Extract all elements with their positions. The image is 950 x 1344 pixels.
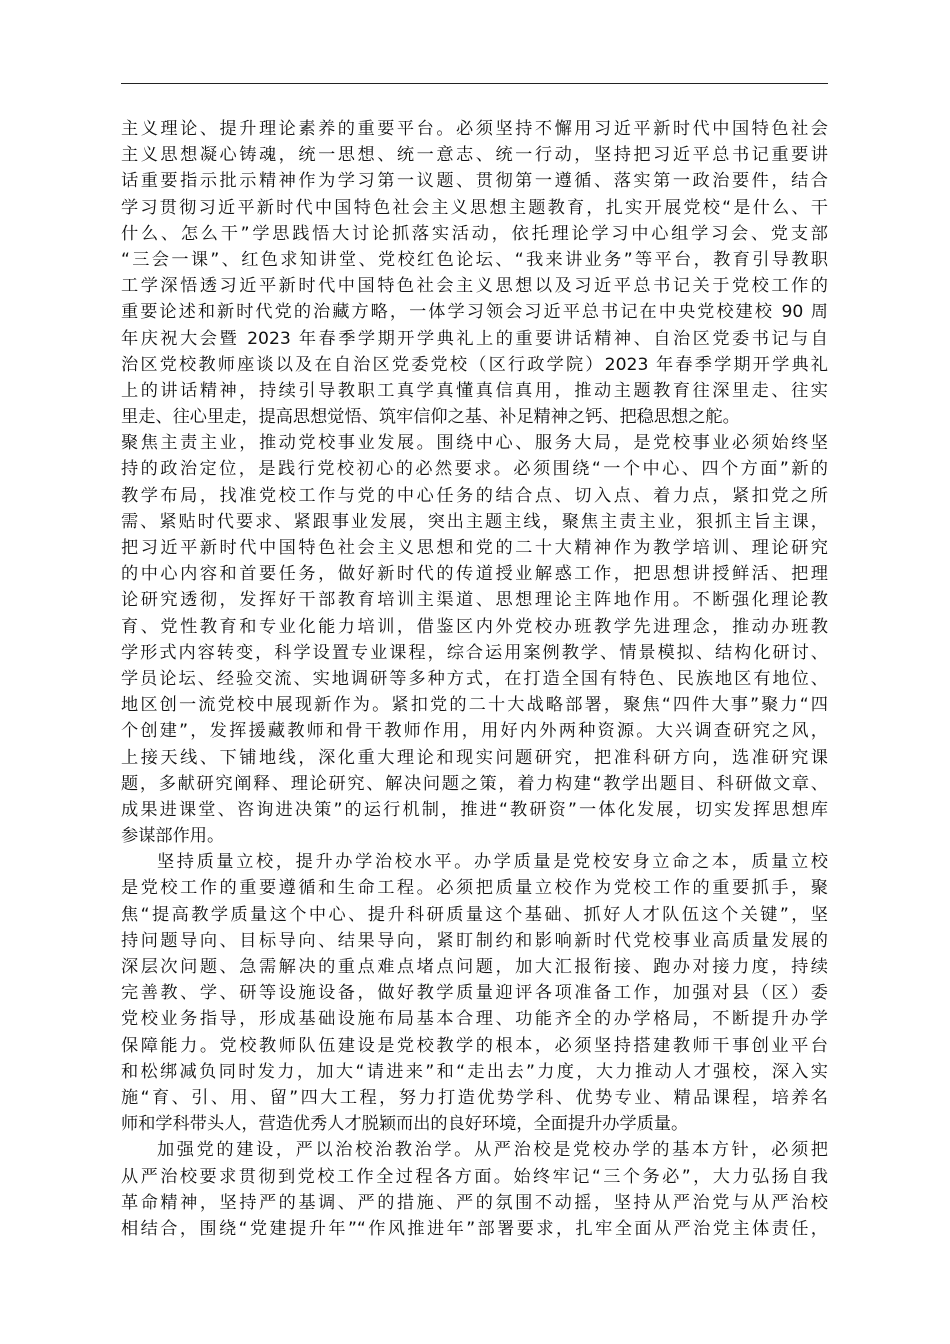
text-line: 从严治校要求贯彻到党校工作全过程各方面。始终牢记“三个务必”，大力弘扬自我 (121, 1166, 828, 1187)
text-line: 工学深悟透习近平新时代中国特色社会主义思想以及习近平总书记关于党校工作的 (121, 276, 828, 297)
text-line: 地区创一流党校中展现新作为。紧扣党的二十大战略部署，聚焦“四件大事”聚力“四 (121, 695, 828, 716)
text-line: 和松绑减负同时发力，加大“请进来”和“走出去”力度，大力推动人才强校，深入实 (121, 1061, 828, 1082)
text-line: 题，多献研究阐释、理论研究、解决问题之策，着力构建“教学出题目、科研做文章、 (121, 773, 828, 794)
text-line: 年庆祝大会暨 2023 年春季学期开学典礼上的重要讲话精神、自治区党委书记与自 (121, 328, 828, 349)
text-line: 上的讲话精神，持续引导教职工真学真懂真信真用，推动主题教育往深里走、往实 (121, 380, 828, 401)
text-line: 学形式内容转变，科学设置专业课程，综合运用案例教学、情景模拟、结构化研讨、 (121, 642, 828, 663)
text-line: 革命精神，坚持严的基调、严的措施、严的氛围不动摇，坚持从严治党与从严治校 (121, 1192, 828, 1213)
text-line: “三会一课”、红色求知讲堂、党校红色论坛、“我来讲业务”等平台，教育引导教职 (121, 249, 828, 270)
text-line: 学习贯彻习近平新时代中国特色社会主义思想主题教育，扎实开展党校“是什么、干 (121, 197, 828, 218)
text-line: 参谋部作用。 (121, 826, 225, 847)
text-line: 坚持质量立校，提升办学治校水平。办学质量是党校安身立命之本，质量立校 (157, 852, 828, 873)
text-line: 的中心内容和首要任务，做好新时代的传道授业解惑工作，把思想讲授鲜活、把理 (121, 564, 828, 585)
text-line: 持问题导向、目标导向、结果导向，紧盯制约和影响新时代党校事业高质量发展的 (121, 930, 828, 951)
text-line: 主义理论、提升理论素养的重要平台。必须坚持不懈用习近平新时代中国特色社会 (121, 119, 828, 139)
text-line: 师和学科带头人，营造优秀人才脱颖而出的良好环境，全面提升办学质量。 (121, 1114, 689, 1135)
body-text (121, 116, 828, 1242)
text-line: 深层次问题、急需解决的重点难点堵点问题，加大汇报衔接、跑办对接力度，持续 (121, 957, 828, 977)
text-line: 聚焦主责主业，推动党校事业发展。围绕中心、服务大局，是党校事业必须始终坚 (121, 433, 828, 454)
text-line: 施“育、引、用、留”四大工程，努力打造优势学科、优势专业、精品课程，培养名 (121, 1087, 828, 1108)
text-line: 保障能力。党校教师队伍建设是党校教学的根本，必须坚持搭建教师干事创业平台 (121, 1035, 828, 1056)
text-line: 育、党性教育和专业化能力培训，借鉴区内外党校办班教学先进理念，推动办班教 (121, 616, 828, 637)
text-line: 学员论坛、经验交流、实地调研等多种方式，在打造全国有特色、民族地区有地位、 (121, 668, 828, 689)
text-line: 持的政治定位，是践行党校初心的必然要求。必须围绕“一个中心、四个方面”新的 (121, 459, 828, 480)
text-line: 治区党校教师座谈以及在自治区党委党校（区行政学院）2023 年春季学期开学典礼 (121, 354, 828, 375)
text-line: 把习近平新时代中国特色社会主义思想和党的二十大精神作为教学培训、理论研究 (121, 538, 828, 558)
text-line: 党校业务指导，形成基础设施布局基本合理、功能齐全的办学格局，不断提升办学 (121, 1009, 828, 1030)
text-line: 重要论述和新时代党的治藏方略，一体学习领会习近平总书记在中央党校建校 90 周 (121, 302, 828, 323)
text-line: 完善教、学、研等设施设备，做好教学质量迎评各项准备工作，加强对县（区）委 (121, 983, 828, 1004)
text-line: 里走、往心里走，提高思想觉悟、筑牢信仰之基、补足精神之钙、把稳思想之舵。 (121, 407, 740, 428)
text-line: 加强党的建设，严以治校治教治学。从严治校是党校办学的基本方针，必须把 (157, 1140, 828, 1161)
text-line: 是党校工作的重要遵循和生命工程。必须把质量立校作为党校工作的重要抓手，聚 (121, 878, 828, 899)
header-rule (121, 83, 828, 84)
text-line: 教学布局，找准党校工作与党的中心任务的结合点、切入点、着力点，紧扣党之所 (121, 485, 828, 506)
text-line: 话重要指示批示精神作为学习第一议题、贯彻第一遵循、落实第一政治要件，结合 (121, 171, 828, 192)
text-line: 成果进课堂、咨询进决策”的运行机制，推进“教研资”一体化发展，切实发挥思想库 (121, 799, 828, 820)
text-line: 主义思想凝心铸魂，统一思想、统一意志、统一行动，坚持把习近平总书记重要讲 (121, 145, 828, 166)
text-line: 论研究透彻，发挥好干部教育培训主渠道、思想理论主阵地作用。不断强化理论教 (121, 590, 828, 611)
text-line: 需、紧贴时代要求、紧跟事业发展，突出主题主线，聚焦主责主业，狠抓主旨主课， (121, 511, 828, 532)
text-line: 什么、怎么干”学思践悟大讨论抓落实活动，依托理论学习中心组学习会、党支部 (121, 223, 828, 244)
text-line: 个创建”，发挥援藏教师和骨干教师作用，用好内外两种资源。大兴调查研究之风， (121, 721, 828, 742)
text-line: 相结合，围绕“党建提升年”“作风推进年”部署要求，扎牢全面从严治党主体责任， (121, 1218, 828, 1239)
text-line: 上接天线、下铺地线，深化重大理论和现实问题研究，把准科研方向，选准研究课 (121, 747, 828, 768)
text-line: 焦“提高教学质量这个中心、提升科研质量这个基础、抓好人才队伍这个关键”，坚 (121, 904, 828, 925)
